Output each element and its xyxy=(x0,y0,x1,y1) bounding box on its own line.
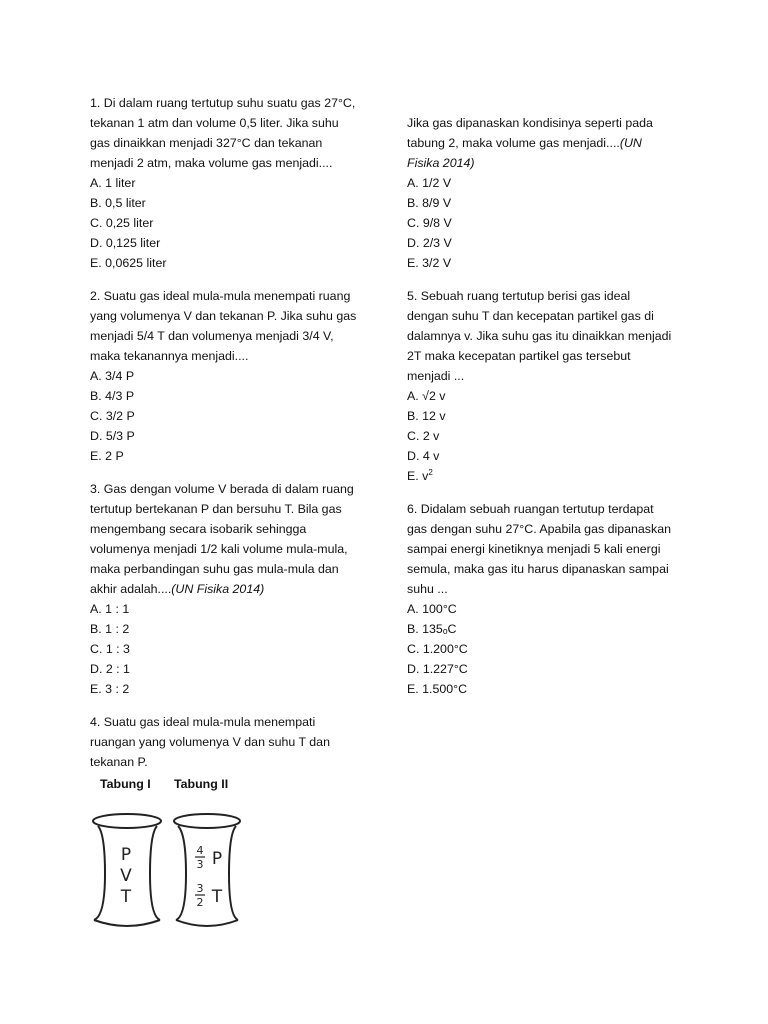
answer-options xyxy=(90,366,372,466)
answer-option: C. 0,25 liter xyxy=(90,216,154,230)
tube-1-temperature: T xyxy=(120,887,132,907)
answer-options xyxy=(407,386,682,486)
answer-option-text: E. v xyxy=(407,469,429,483)
answer-options xyxy=(407,173,682,273)
question-text-line: dalamnya v. Jika suhu gas itu dinaikkan menjadi xyxy=(407,329,672,343)
question-text-line: maka tekanannya menjadi.... xyxy=(90,349,249,363)
answer-option: D. 2/3 V xyxy=(407,236,452,250)
frac-p-numerator: 4 xyxy=(196,844,204,857)
tubes-diagram xyxy=(90,774,270,934)
answer-option: C. 1 : 3 xyxy=(90,642,130,656)
answer-option: C. 1.200°C xyxy=(407,642,468,656)
question-source: (UN Fisika 2014) xyxy=(171,582,265,596)
frac-p-denominator: 3 xyxy=(196,858,204,871)
question-text-line: 6. Didalam sebuah ruangan tertutup terdapat xyxy=(407,502,654,516)
question-text-line: volumenya menjadi 1/2 kali volume mula-mula, xyxy=(90,542,348,556)
answer-option: D. 0,125 liter xyxy=(90,236,161,250)
question-text-line: mengembang secara isobarik sehingga xyxy=(90,522,307,536)
frac-t-denominator: 2 xyxy=(196,896,204,909)
question-text-line: 1. Di dalam ruang tertutup suhu suatu gas 27°C, xyxy=(90,96,356,110)
answer-option: B. 8/9 V xyxy=(407,196,452,210)
question-text-line: Jika gas dipanaskan kondisinya seperti pada xyxy=(407,116,653,130)
left-column xyxy=(90,93,372,947)
tube-2-right-wall xyxy=(229,826,238,920)
tube-1-pressure: P xyxy=(120,845,132,865)
question-text: akhir adalah.... xyxy=(90,582,172,596)
question-text-line: tertutup bertekanan P dan bersuhu T. Bila gas xyxy=(90,502,342,516)
answer-option: D. 4 v xyxy=(407,449,440,463)
question-source: (UN xyxy=(619,136,642,150)
question-text-line: menjadi 5/4 T dan volumenya menjadi 3/4 V, xyxy=(90,329,334,343)
tube-2-temperature: T xyxy=(211,887,223,907)
question-text-line: yang volumenya V dan tekanan P. Jika suhu gas xyxy=(90,309,357,323)
answer-option: A. √2 v xyxy=(407,389,446,403)
answer-option: E. 3 : 2 xyxy=(90,682,130,696)
tube-2-pressure: P xyxy=(211,849,223,869)
tube-2-bottom xyxy=(176,920,238,926)
answer-option: B. 0,5 liter xyxy=(90,196,146,210)
tube-2-left-wall xyxy=(176,826,186,920)
question-text-line: suhu ... xyxy=(407,582,448,596)
question-text-line: tekanan P. xyxy=(90,755,148,769)
answer-option: C. 9/8 V xyxy=(407,216,452,230)
answer-options xyxy=(90,599,372,699)
answer-option: A. 3/4 P xyxy=(90,369,135,383)
question-text-line: 2T maka kecepatan partikel gas tersebut xyxy=(407,349,631,363)
answer-options xyxy=(90,173,372,273)
tube-1-left-wall xyxy=(94,826,105,920)
answer-option: E. 1.500°C xyxy=(407,682,468,696)
question-3 xyxy=(90,479,372,699)
question-text-line: tekanan 1 atm dan volume 0,5 liter. Jika suhu xyxy=(90,116,339,130)
tube-1-right-wall xyxy=(150,826,160,920)
answer-option: A. 100°C xyxy=(407,602,457,616)
tube-1-volume: V xyxy=(120,866,132,886)
question-text-line: ruangan yang volumenya V dan suhu T dan xyxy=(90,735,330,749)
answer-option: C. 2 v xyxy=(407,429,440,443)
answer-option: A. 1/2 V xyxy=(407,176,452,190)
superscript: 2 xyxy=(428,467,433,477)
question-text-line: semula, maka gas itu harus dipanaskan sampai xyxy=(407,562,669,576)
question-6 xyxy=(407,499,682,699)
tube-2-label: Tabung II xyxy=(174,777,229,791)
answer-option: A. 1 liter xyxy=(90,176,136,190)
question-text-line: menjadi ... xyxy=(407,369,465,383)
answer-option: E. 0,0625 liter xyxy=(90,256,167,270)
tube-2-top xyxy=(174,814,240,828)
question-text: tabung 2, maka volume gas menjadi.... xyxy=(407,136,620,150)
answer-option: B. 1 : 2 xyxy=(90,622,130,636)
question-text-line: 2. Suatu gas ideal mula-mula menempati ruang xyxy=(90,289,351,303)
question-text-line: 4. Suatu gas ideal mula-mula menempati xyxy=(90,715,316,729)
question-text-line xyxy=(407,133,682,153)
question-1 xyxy=(90,93,372,273)
answer-option xyxy=(407,466,682,486)
question-text-line: gas dengan suhu 27°C. Apabila gas dipanaskan xyxy=(407,522,671,536)
question-4-continued xyxy=(407,113,682,273)
question-text-line: maka perbandingan suhu gas mula-mula dan xyxy=(90,562,339,576)
frac-t-numerator: 3 xyxy=(196,882,204,895)
answer-option: E. 2 P xyxy=(90,449,124,463)
question-4 xyxy=(90,712,372,934)
answer-option: D. 1.227°C xyxy=(407,662,468,676)
question-text-line: 3. Gas dengan volume V berada di dalam ruang xyxy=(90,482,354,496)
tube-1-top xyxy=(93,814,161,828)
question-text-line xyxy=(90,579,372,599)
question-text-line: sampai energi kinetiknya menjadi 5 kali energi xyxy=(407,542,661,556)
question-text-line: menjadi 2 atm, maka volume gas menjadi.... xyxy=(90,156,333,170)
answer-option: D. 5/3 P xyxy=(90,429,135,443)
answer-option: B. 12 v xyxy=(407,409,446,423)
question-5 xyxy=(407,286,682,486)
tube-1-label: Tabung I xyxy=(100,777,151,791)
answer-option: C. 3/2 P xyxy=(90,409,135,423)
answer-options xyxy=(407,599,682,699)
question-source: Fisika 2014) xyxy=(407,156,475,170)
tubes-figure xyxy=(90,774,270,934)
answer-option: B. 4/3 P xyxy=(90,389,135,403)
tube-2 xyxy=(174,814,240,926)
tube-1-bottom xyxy=(94,920,160,926)
right-column xyxy=(407,113,682,712)
question-text-line: gas dinaikkan menjadi 327°C dan tekanan xyxy=(90,136,323,150)
question-2 xyxy=(90,286,372,466)
answer-option: E. 3/2 V xyxy=(407,256,452,270)
question-text-line: dengan suhu T dan kecepatan partikel gas di xyxy=(407,309,654,323)
answer-option: D. 2 : 1 xyxy=(90,662,130,676)
question-text-line: 5. Sebuah ruang tertutup berisi gas ideal xyxy=(407,289,631,303)
answer-option: B. 135ₒC xyxy=(407,622,457,636)
answer-option: A. 1 : 1 xyxy=(90,602,130,616)
